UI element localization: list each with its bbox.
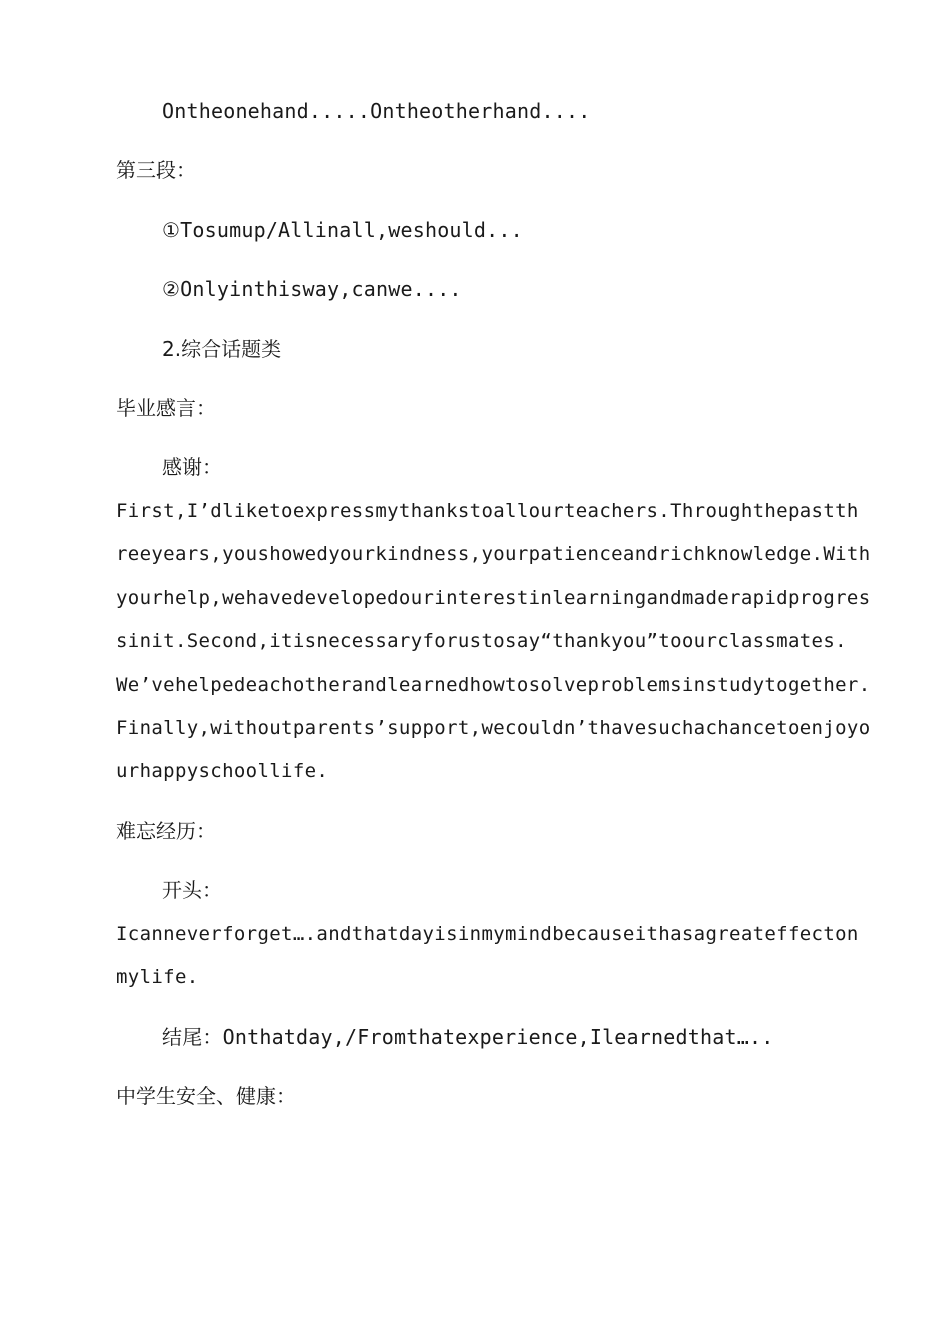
thanks-line: yourhelp,wehavedevelopedourinterestinlearningandmaderapidprogres <box>116 586 871 609</box>
thanks-line: We’vehelpedeachotherandlearnedhowtosolveproblemsinstudytogether. <box>116 673 871 696</box>
third-paragraph-heading: 第三段： <box>116 158 196 182</box>
opening-heading: 开头： <box>162 878 222 902</box>
section-heading-comprehensive-topics: 2.综合话题类 <box>162 337 282 361</box>
opening-line: Icanneverforget….andthatdayisinmymindbecauseithasagreateffecton <box>116 923 859 945</box>
to-sum-up-phrase: ①Tosumup/Allinall,weshould... <box>162 218 523 242</box>
only-in-this-way-phrase: ②Onlyinthisway,canwe.... <box>162 277 462 301</box>
graduation-speech-heading: 毕业感言： <box>116 396 216 420</box>
thanks-line: First,I’dliketoexpressmythankstoallourteachers.Throughthepastth <box>116 500 859 522</box>
opening-paragraph <box>116 913 859 1000</box>
opening-line: mylife. <box>116 966 199 989</box>
thanks-paragraph <box>116 490 871 794</box>
on-one-hand-phrase: Ontheonehand.....Ontheotherhand.... <box>162 99 591 123</box>
ending-phrase: 结尾：Onthatday,/Fromthatexperience,Ilearnedthat….. <box>162 1025 774 1049</box>
thanks-line: Finally,withoutparents’support,wecouldn’thavesuchachancetoenjoyo <box>116 717 871 740</box>
thanks-heading: 感谢： <box>162 455 222 479</box>
student-safety-health-heading: 中学生安全、健康： <box>116 1084 296 1108</box>
thanks-line: reeyears,youshowedyourkindness,yourpatienceandrichknowledge.With <box>116 543 871 566</box>
thanks-line: sinit.Second,itisnecessaryforustosay“thankyou”toourclassmates. <box>116 630 847 653</box>
memorable-experience-heading: 难忘经历： <box>116 819 216 843</box>
thanks-line: urhappyschoollife. <box>116 760 329 783</box>
